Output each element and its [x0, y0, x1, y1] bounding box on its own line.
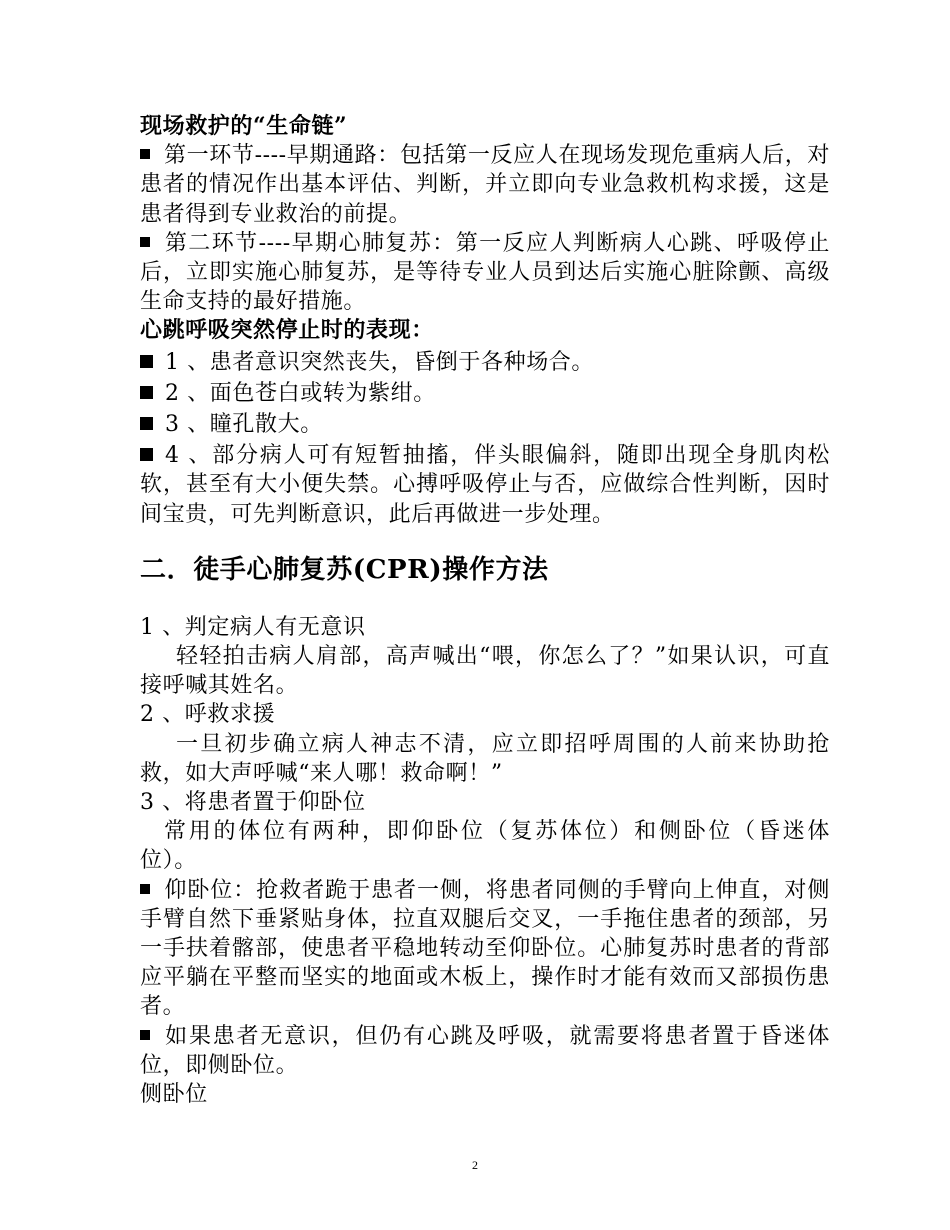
- square-bullet-icon: [140, 884, 150, 894]
- step-1-text: 轻轻拍击病人肩部，高声喊出“喂，你怎么了？”如果认识，可直接呼喊其姓名。: [140, 644, 830, 699]
- square-bullet-icon: [140, 386, 153, 399]
- sign-item-1: [140, 348, 830, 377]
- unconscious-position-text: 如果患者无意识，但仍有心跳及呼吸，就需要将患者置于昏迷体位，即侧卧位。: [140, 1023, 830, 1078]
- step-3-title: 3 、将患者置于仰卧位: [140, 790, 366, 816]
- step-1-title: 1 、判定病人有无意识: [140, 614, 366, 640]
- sign-item-3-text: 3 、瞳孔散大。: [165, 412, 323, 438]
- step-2-text: 一旦初步确立病人神志不清，应立即招呼周围的人前来协助抢救，如大声呼喊“来人哪！救命啊！”: [140, 731, 830, 786]
- supine-position-text: 仰卧位：抢救者跪于患者一侧，将患者同侧的手臂向上伸直，对侧手臂自然下垂紧贴身体，拉直双腿后交叉，一手拖住患者的颈部，另一手扶着髂部，使患者平稳地转动至仰卧位。心肺复苏时患者的背部应平躺在平整而坚实的地面或木板上，操作时才能有效而又部损伤患者。: [140, 877, 830, 1020]
- square-bullet-icon: [140, 237, 150, 247]
- step-3-text: 常用的体位有两种，即仰卧位（复苏体位）和侧卧位（昏迷体位）。: [140, 819, 830, 874]
- side-position-label: 侧卧位: [140, 1082, 208, 1108]
- chain-link-2-paragraph: [140, 229, 830, 317]
- chain-link-2-text: 第二环节----早期心肺复苏：第一反应人判断病人心跳、呼吸停止后，立即实施心肺复苏，是等待专业人员到达后实施心脏除颤、高级生命支持的最好措施。: [140, 230, 830, 315]
- cpr-method-heading: 二．徒手心肺复苏(CPR)操作方法: [140, 554, 549, 585]
- square-bullet-icon: [140, 355, 153, 368]
- sign-item-2-text: 2 、面色苍白或转为紫绀。: [165, 380, 436, 406]
- page-number: 2: [472, 1158, 478, 1172]
- unconscious-position-paragraph: [140, 1022, 830, 1080]
- sign-item-2: [140, 379, 830, 408]
- chain-link-1-paragraph: [140, 141, 830, 229]
- sign-item-4: [140, 441, 830, 529]
- sign-item-4-text: 4 、部分病人可有短暂抽搐，伴头眼偏斜，随即出现全身肌肉松软，甚至有大小便失禁。心搏呼吸停止与否，应做综合性判断，因时间宝贵，可先判断意识，此后再做进一步处理。: [140, 443, 830, 527]
- square-bullet-icon: [140, 1030, 150, 1040]
- square-bullet-icon: [140, 448, 153, 461]
- square-bullet-icon: [140, 149, 150, 159]
- step-2-title: 2 、呼救求援: [140, 702, 276, 728]
- square-bullet-icon: [140, 417, 153, 430]
- sign-item-3: [140, 410, 830, 439]
- sign-item-1-text: 1 、患者意识突然丧失，昏倒于各种场合。: [165, 349, 594, 375]
- document-body: [140, 112, 830, 1109]
- supine-position-paragraph: [140, 876, 830, 1022]
- chain-link-1-text: 第一环节----早期通路：包括第一反应人在现场发现危重病人后，对患者的情况作出基本评估、判断，并立即向专业急救机构求援，这是患者得到专业救治的前提。: [140, 143, 830, 227]
- cardiac-arrest-signs-heading: 心跳呼吸突然停止时的表现：: [140, 317, 434, 344]
- chain-of-survival-heading: 现场救护的“生命链”: [140, 113, 348, 139]
